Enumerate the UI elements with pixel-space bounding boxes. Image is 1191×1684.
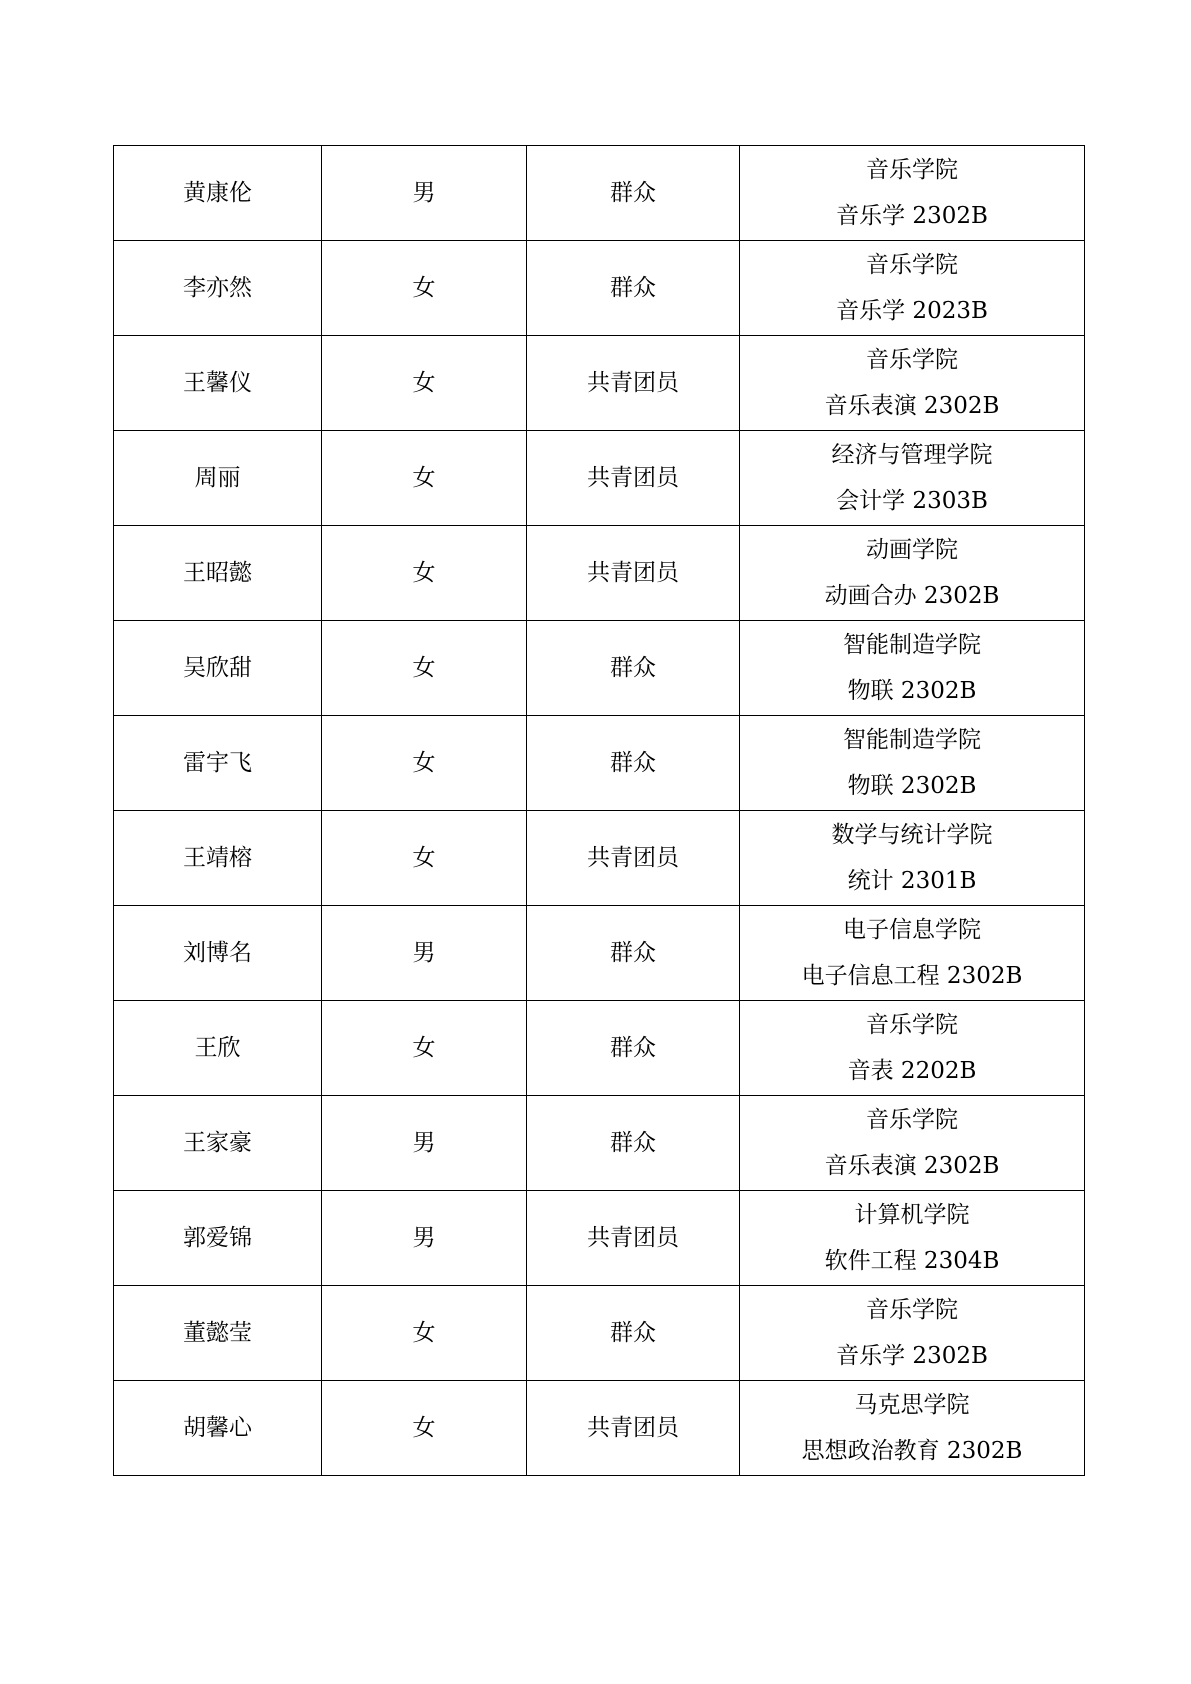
college-text: 经济与管理学院 <box>831 442 993 468</box>
gender-cell: 女 <box>322 1001 527 1096</box>
class-text: 软件工程 2304B <box>824 1248 1000 1274</box>
political-status-cell: 群众 <box>527 621 740 716</box>
class-text: 物联 2302B <box>847 773 977 799</box>
college-class-cell <box>740 621 1085 716</box>
class-text: 电子信息工程 2302B <box>801 963 1023 989</box>
political-status-cell: 群众 <box>527 1286 740 1381</box>
political-status-cell: 群众 <box>527 241 740 336</box>
college-text: 音乐学院 <box>866 157 958 183</box>
political-status-cell: 共青团员 <box>527 1381 740 1476</box>
table-row <box>114 526 1085 621</box>
table-row <box>114 906 1085 1001</box>
college-text: 音乐学院 <box>866 1297 958 1323</box>
college-class-cell <box>740 431 1085 526</box>
class-text: 音乐表演 2302B <box>824 393 1000 419</box>
gender-cell: 男 <box>322 146 527 241</box>
name-cell: 董懿莹 <box>114 1286 322 1381</box>
name-cell: 王家豪 <box>114 1096 322 1191</box>
table-row <box>114 1001 1085 1096</box>
name-cell: 吴欣甜 <box>114 621 322 716</box>
class-text: 动画合办 2302B <box>824 583 1000 609</box>
name-cell: 王欣 <box>114 1001 322 1096</box>
college-text: 智能制造学院 <box>843 632 981 658</box>
roster-body <box>114 146 1085 1476</box>
political-status-cell: 群众 <box>527 1096 740 1191</box>
name-cell: 王靖榕 <box>114 811 322 906</box>
gender-cell: 女 <box>322 811 527 906</box>
class-text: 思想政治教育 2302B <box>801 1438 1023 1464</box>
table-row <box>114 241 1085 336</box>
college-text: 电子信息学院 <box>843 917 981 943</box>
college-text: 音乐学院 <box>866 347 958 373</box>
name-cell: 周丽 <box>114 431 322 526</box>
table-row <box>114 146 1085 241</box>
college-class-cell <box>740 716 1085 811</box>
college-text: 动画学院 <box>866 537 958 563</box>
college-class-cell <box>740 1191 1085 1286</box>
student-roster-table <box>113 145 1085 1476</box>
gender-cell: 女 <box>322 431 527 526</box>
political-status-cell: 群众 <box>527 146 740 241</box>
table-row <box>114 621 1085 716</box>
political-status-cell: 群众 <box>527 716 740 811</box>
college-class-cell <box>740 241 1085 336</box>
college-class-cell <box>740 1096 1085 1191</box>
college-text: 音乐学院 <box>866 1107 958 1133</box>
gender-cell: 男 <box>322 1191 527 1286</box>
table-row <box>114 811 1085 906</box>
gender-cell: 女 <box>322 241 527 336</box>
college-class-cell <box>740 146 1085 241</box>
name-cell: 李亦然 <box>114 241 322 336</box>
table-row <box>114 1096 1085 1191</box>
political-status-cell: 群众 <box>527 1001 740 1096</box>
gender-cell: 女 <box>322 1286 527 1381</box>
political-status-cell: 共青团员 <box>527 336 740 431</box>
name-cell: 胡馨心 <box>114 1381 322 1476</box>
table-row <box>114 1286 1085 1381</box>
college-class-cell <box>740 1381 1085 1476</box>
class-text: 音乐学 2302B <box>836 203 988 229</box>
college-text: 计算机学院 <box>854 1202 970 1228</box>
college-class-cell <box>740 811 1085 906</box>
class-text: 音乐学 2302B <box>836 1343 988 1369</box>
table-row <box>114 431 1085 526</box>
political-status-cell: 共青团员 <box>527 431 740 526</box>
gender-cell: 男 <box>322 1096 527 1191</box>
name-cell: 郭爱锦 <box>114 1191 322 1286</box>
political-status-cell: 共青团员 <box>527 526 740 621</box>
gender-cell: 女 <box>322 716 527 811</box>
college-text: 马克思学院 <box>854 1392 970 1418</box>
table-row <box>114 1381 1085 1476</box>
class-text: 音乐表演 2302B <box>824 1153 1000 1179</box>
college-text: 数学与统计学院 <box>831 822 993 848</box>
class-text: 物联 2302B <box>847 678 977 704</box>
class-text: 音表 2202B <box>847 1058 977 1084</box>
gender-cell: 女 <box>322 526 527 621</box>
name-cell: 王馨仪 <box>114 336 322 431</box>
political-status-cell: 共青团员 <box>527 1191 740 1286</box>
gender-cell: 女 <box>322 1381 527 1476</box>
table-row <box>114 716 1085 811</box>
gender-cell: 男 <box>322 906 527 1001</box>
political-status-cell: 共青团员 <box>527 811 740 906</box>
table-row <box>114 1191 1085 1286</box>
class-text: 统计 2301B <box>847 868 977 894</box>
gender-cell: 女 <box>322 621 527 716</box>
gender-cell: 女 <box>322 336 527 431</box>
table-row <box>114 336 1085 431</box>
name-cell: 黄康伦 <box>114 146 322 241</box>
college-class-cell <box>740 1286 1085 1381</box>
college-text: 音乐学院 <box>866 252 958 278</box>
name-cell: 雷宇飞 <box>114 716 322 811</box>
name-cell: 刘博名 <box>114 906 322 1001</box>
college-class-cell <box>740 1001 1085 1096</box>
college-class-cell <box>740 336 1085 431</box>
college-class-cell <box>740 526 1085 621</box>
college-text: 智能制造学院 <box>843 727 981 753</box>
political-status-cell: 群众 <box>527 906 740 1001</box>
college-class-cell <box>740 906 1085 1001</box>
class-text: 音乐学 2023B <box>836 298 988 324</box>
class-text: 会计学 2303B <box>836 488 988 514</box>
name-cell: 王昭懿 <box>114 526 322 621</box>
college-text: 音乐学院 <box>866 1012 958 1038</box>
